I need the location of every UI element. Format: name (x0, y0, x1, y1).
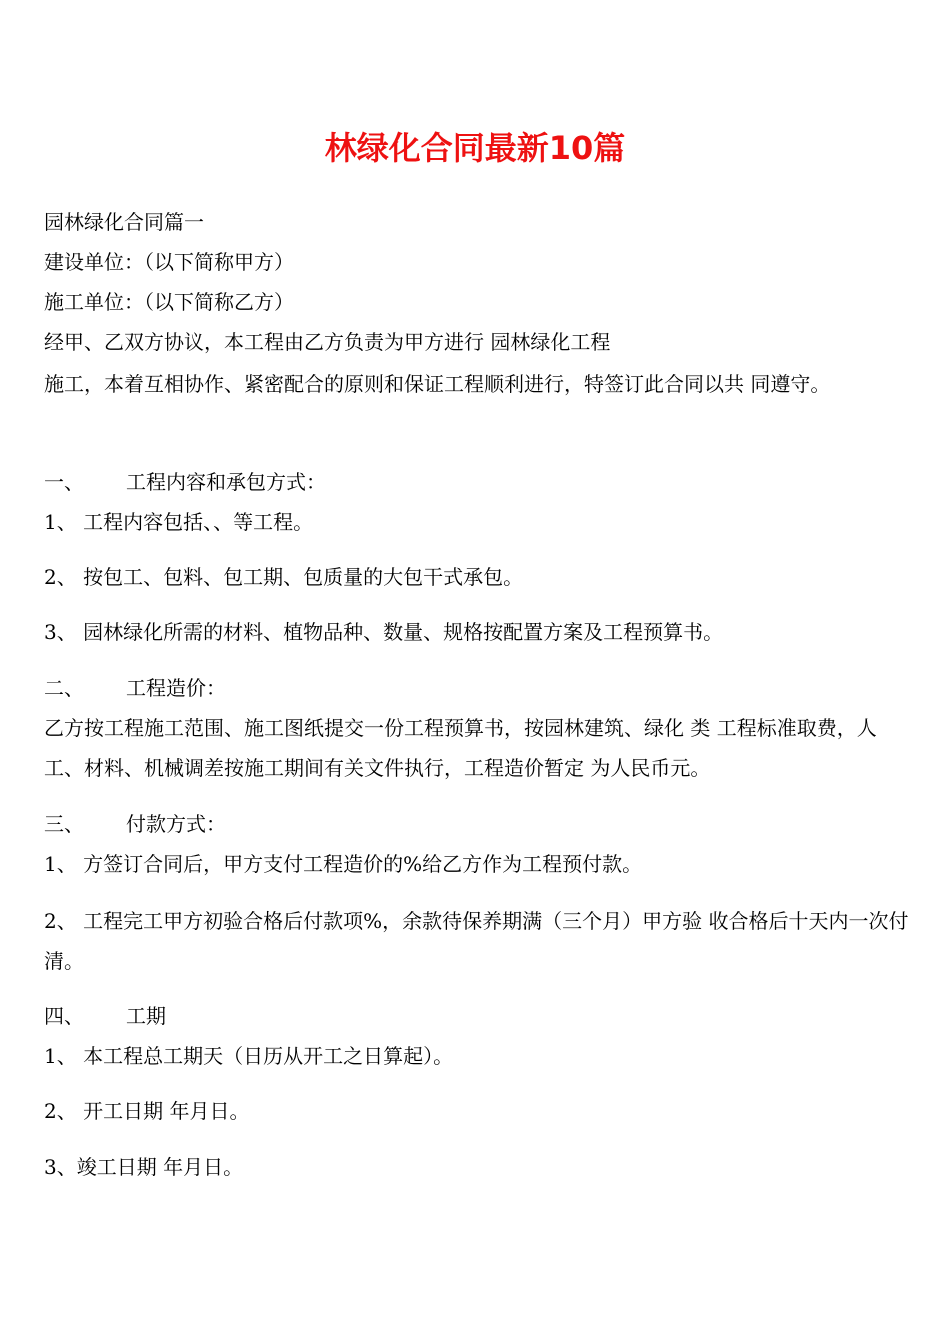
intro-paragraph: 施工，本着互相协作、紧密配合的原则和保证工程顺利进行，特签订此合同以共 同遵守。 (44, 372, 831, 396)
section-heading (44, 809, 226, 839)
section-paragraph: 乙方按工程施工范围、施工图纸提交一份工程预算书，按园林建筑、绿化 类 工程标准取费，人工、材料、机械调差按施工期间有关文件执行，工程造价暂定 为人民币元。 (44, 716, 877, 780)
list-item: 1、 工程内容包括、、等工程。 (44, 510, 314, 534)
list-item: 2、 按包工、包料、包工期、包质量的大包干式承包。 (44, 565, 524, 589)
section-heading (44, 467, 326, 497)
list-item: 2、 工程完工甲方初验合格后付款项%，余款待保养期满（三个月）甲方验 收合格后十天内一次付清。 (44, 909, 909, 973)
section-title: 工程造价： (126, 676, 226, 700)
section-title: 工期 (126, 1004, 166, 1028)
section-number: 三、 (44, 812, 84, 836)
party-a-line: 建设单位：（以下简称甲方） (44, 250, 294, 274)
list-item: 1、 方签订合同后，甲方支付工程造价的%给乙方作为工程预付款。 (44, 852, 643, 876)
section-number: 二、 (44, 676, 84, 700)
list-item: 2、 开工日期 年月日。 (44, 1099, 250, 1123)
section-heading (44, 1001, 166, 1031)
section-number: 一、 (44, 470, 84, 494)
contract-subtitle: 园林绿化合同篇一 (44, 210, 204, 234)
list-item: 1、 本工程总工期天（日历从开工之日算起）。 (44, 1044, 454, 1068)
list-item: 3、 园林绿化所需的材料、植物品种、数量、规格按配置方案及工程预算书。 (44, 620, 724, 644)
section-title: 付款方式： (126, 812, 226, 836)
list-item: 3、竣工日期 年月日。 (44, 1155, 244, 1179)
document-title: 林绿化合同最新10篇 (324, 129, 626, 167)
section-heading (44, 673, 226, 703)
section-title: 工程内容和承包方式： (126, 470, 326, 494)
party-b-line: 施工单位：（以下简称乙方） (44, 290, 294, 314)
section-number: 四、 (44, 1004, 84, 1028)
intro-line: 经甲、乙双方协议，本工程由乙方负责为甲方进行 园林绿化工程 (44, 330, 611, 354)
